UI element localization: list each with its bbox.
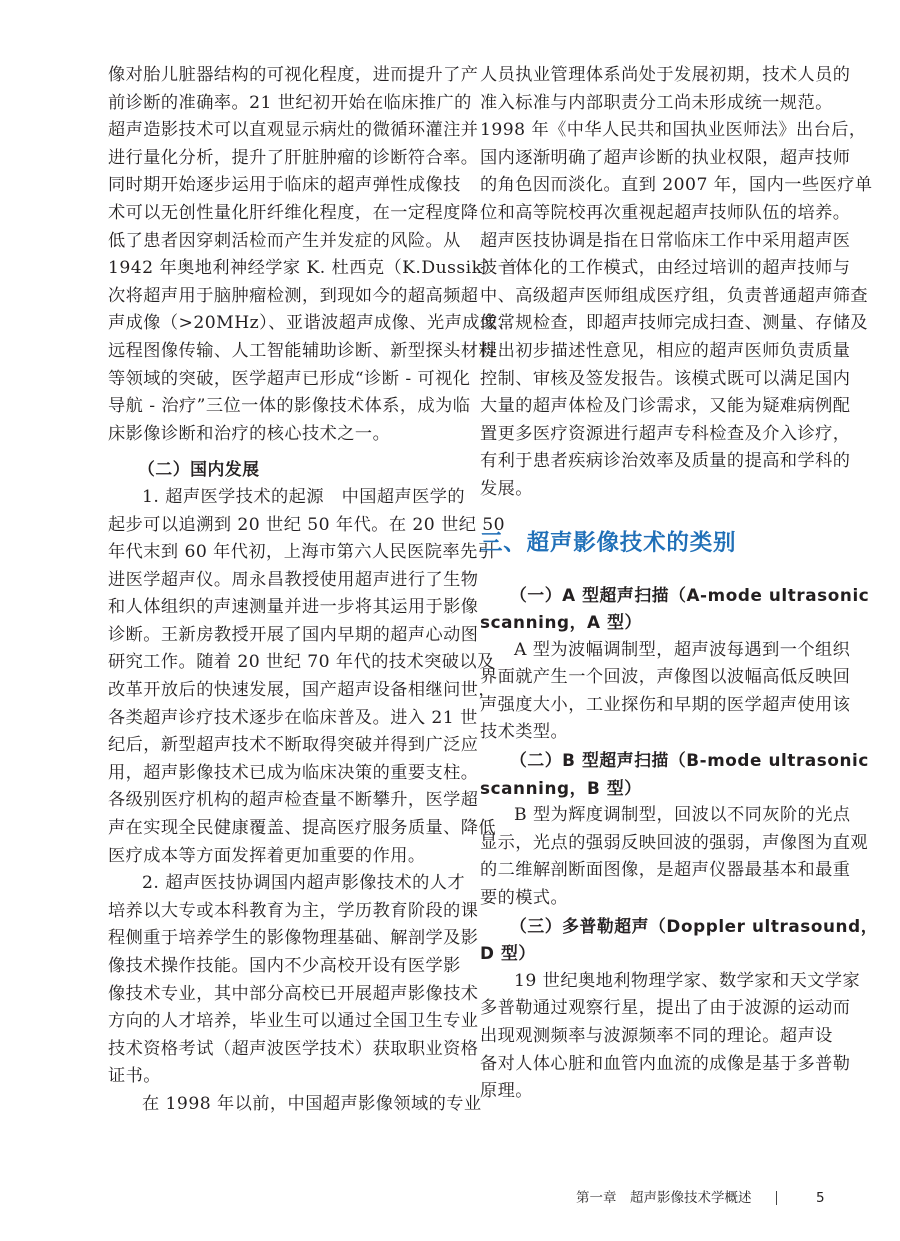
paragraph-before-1998 — [108, 1091, 482, 1119]
text-line: 控制、审核及签发报告。该模式既可以满足国内 — [480, 368, 851, 389]
text-line: 导航 - 治疗”三位一体的影像技术体系，成为临 — [108, 396, 471, 417]
text-line: 有利于患者疾病诊治效率及质量的提高和学科的 — [480, 451, 851, 472]
heading-line: （三）多普勒超声（Doppler ultrasound， — [510, 915, 879, 936]
text-line: 的二维解剖断面图像，是超声仪器最基本和最重 — [480, 860, 851, 881]
heading-line: D 型） — [480, 943, 536, 964]
text-line: 同时期开始逐步运用于临床的超声弹性成像技 — [108, 175, 461, 196]
text-line: 准入标准与内部职责分工尚未形成统一规范。 — [480, 92, 833, 113]
heading-line: scanning，A 型） — [480, 612, 642, 633]
text-line: 像技术专业，其中部分高校已开展超声影像技术 — [108, 983, 479, 1004]
heading-line: （二）B 型超声扫描（B-mode ultrasonic — [510, 750, 869, 771]
text-line: 中、高级超声医师组成医疗组，负责普通超声筛查 — [480, 285, 869, 306]
section-title-categories: 三、超声影像技术的类别 — [480, 529, 737, 556]
text-line: 要的模式。 — [480, 888, 569, 909]
text-line: 进行量化分析，提升了肝脏肿瘤的诊断符合率。 — [108, 147, 479, 168]
text-line: 技术类型。 — [480, 722, 569, 743]
text-line: 1. 超声医学技术的起源 中国超声医学的 — [142, 486, 466, 507]
text-line: 用，超声影像技术已成为临床决策的重要支柱。 — [108, 762, 479, 783]
text-line: 方向的人才培养，毕业生可以通过全国卫生专业 — [108, 1011, 479, 1032]
text-line: 人员执业管理体系尚处于发展初期，技术人员的 — [480, 65, 851, 85]
text-line: 培养以大专或本科教育为主，学历教育阶段的课 — [108, 900, 479, 921]
text-line: 证书。 — [108, 1066, 161, 1087]
text-line: 各类超声诊疗技术逐步在临床普及。进入 21 世 — [108, 707, 478, 728]
page-number: 5 — [816, 1190, 825, 1206]
text-line: 程侧重于培养学生的影像物理基础、解剖学及影 — [108, 928, 479, 949]
text-line: 研究工作。随着 20 世纪 70 年代的技术突破以及 — [108, 652, 495, 673]
heading-a-mode — [480, 582, 870, 637]
text-line: 前诊断的准确率。21 世纪初开始在临床推广的 — [108, 92, 472, 113]
text-line: 19 世纪奥地利物理学家、数学家和天文学家 — [514, 970, 861, 991]
text-line: 显示，光点的强弱反映回波的强弱，声像图为直观 — [480, 832, 869, 853]
text-line: 提出初步描述性意见，相应的超声医师负责质量 — [480, 340, 851, 361]
paragraph-origin — [108, 484, 506, 870]
paragraph-doppler — [480, 968, 861, 1106]
text-line: 声强度大小，工业探伤和早期的医学超声使用该 — [480, 694, 851, 715]
text-line: 像对胎儿脏器结构的可视化程度，进而提升了产 — [108, 65, 479, 85]
paragraph-intro-continued — [108, 62, 518, 448]
text-line: 改革开放后的快速发展，国产超声设备相继问世， — [108, 680, 497, 701]
heading-domestic-development: （二）国内发展 — [138, 459, 260, 480]
text-line: 声在实现全民健康覆盖、提高医疗服务质量、降低 — [108, 818, 497, 839]
text-line: 年代末到 60 年代初，上海市第六人民医院率先引 — [108, 542, 496, 563]
text-line: 1942 年奥地利神经学家 K. 杜西克（K.Dussik）首 — [108, 258, 518, 279]
text-line: 像技术操作技能。国内不少高校开设有医学影 — [108, 956, 461, 976]
text-line: 诊断。王新房教授开展了国内早期的超声心动图 — [108, 624, 479, 645]
text-line: 置更多医疗资源进行超声专科检查及介入诊疗， — [480, 423, 851, 444]
text-line: 1998 年《中华人民共和国执业医师法》出台后， — [480, 120, 867, 141]
text-line: 大量的超声体检及门诊需求，又能为疑难病例配 — [480, 396, 851, 417]
text-line: 界面就产生一个回波，声像图以波幅高低反映回 — [480, 667, 851, 688]
text-line: 超声造影技术可以直观显示病灶的微循环灌注并 — [108, 120, 479, 141]
text-line: 纪后，新型超声技术不断取得突破并得到广泛应 — [108, 735, 479, 756]
text-line: 远程图像传输、人工智能辅助诊断、新型探头材料 — [108, 340, 497, 361]
text-line: 低了患者因穿刺活检而产生并发症的风险。从 — [108, 230, 461, 251]
footer-divider — [776, 1191, 777, 1205]
text-line: 次将超声用于脑肿瘤检测，到现如今的超高频超 — [108, 285, 479, 306]
heading-line: scanning，B 型） — [480, 777, 642, 798]
page-footer — [0, 1188, 900, 1208]
text-line: 发展。 — [480, 478, 533, 499]
paragraph-a-mode — [480, 637, 851, 747]
text-line: 备对人体心脏和血管内血流的成像是基于多普勒 — [480, 1053, 851, 1074]
text-line: 多普勒通过观察行星，提出了由于波源的运动而 — [480, 998, 851, 1019]
text-line: 或常规检查，即超声技师完成扫查、测量、存储及 — [480, 313, 869, 334]
text-line: 技一体化的工作模式，由经过培训的超声技师与 — [480, 258, 851, 279]
paragraph-b-mode — [480, 802, 869, 912]
text-line: A 型为波幅调制型，超声波每遇到一个组织 — [514, 639, 851, 660]
text-line: 和人体组织的声速测量并进一步将其运用于影像 — [108, 597, 479, 618]
text-line: 起步可以追溯到 20 世纪 50 年代。在 20 世纪 50 — [108, 514, 506, 535]
text-line: 的角色因而淡化。直到 2007 年，国内一些医疗单 — [480, 175, 873, 196]
text-line: 医疗成本等方面发挥着更加重要的作用。 — [108, 845, 426, 866]
text-line: 术可以无创性量化肝纤维化程度，在一定程度降 — [108, 202, 479, 223]
paragraph-personnel — [480, 62, 873, 504]
text-line: 国内逐渐明确了超声诊断的执业权限，超声技师 — [480, 147, 851, 168]
text-line: 声成像（>20MHz）、亚谐波超声成像、光声成像、 — [108, 313, 516, 334]
text-line: 出现观测频率与波源频率不同的理论。超声设 — [480, 1026, 833, 1046]
text-line: 在 1998 年以前，中国超声影像领域的专业 — [142, 1093, 482, 1114]
right-column — [480, 62, 879, 1106]
paragraph-coordination — [108, 870, 479, 1091]
heading-line: （一）A 型超声扫描（A-mode ultrasonic — [510, 584, 870, 605]
heading-doppler — [480, 913, 879, 968]
text-line: 技术资格考试（超声波医学技术）获取职业资格 — [108, 1038, 479, 1059]
text-line: 位和高等院校再次重视起超声技师队伍的培养。 — [480, 202, 851, 223]
text-line: 床影像诊断和治疗的核心技术之一。 — [108, 423, 391, 444]
text-line: 超声医技协调是指在日常临床工作中采用超声医 — [480, 230, 851, 251]
text-line: 进医学超声仪。周永昌教授使用超声进行了生物 — [108, 569, 479, 590]
heading-b-mode — [480, 747, 869, 802]
text-line: 等领域的突破，医学超声已形成“诊断 - 可视化 — [108, 368, 471, 389]
text-line: 各级别医疗机构的超声检查量不断攀升，医学超 — [108, 790, 479, 811]
text-line: 2. 超声医技协调国内超声影像技术的人才 — [142, 873, 466, 894]
footer-chapter-title: 第一章 超声影像技术学概述 — [576, 1190, 752, 1206]
text-line: 原理。 — [480, 1081, 533, 1102]
text-line: B 型为辉度调制型，回波以不同灰阶的光点 — [514, 805, 851, 826]
